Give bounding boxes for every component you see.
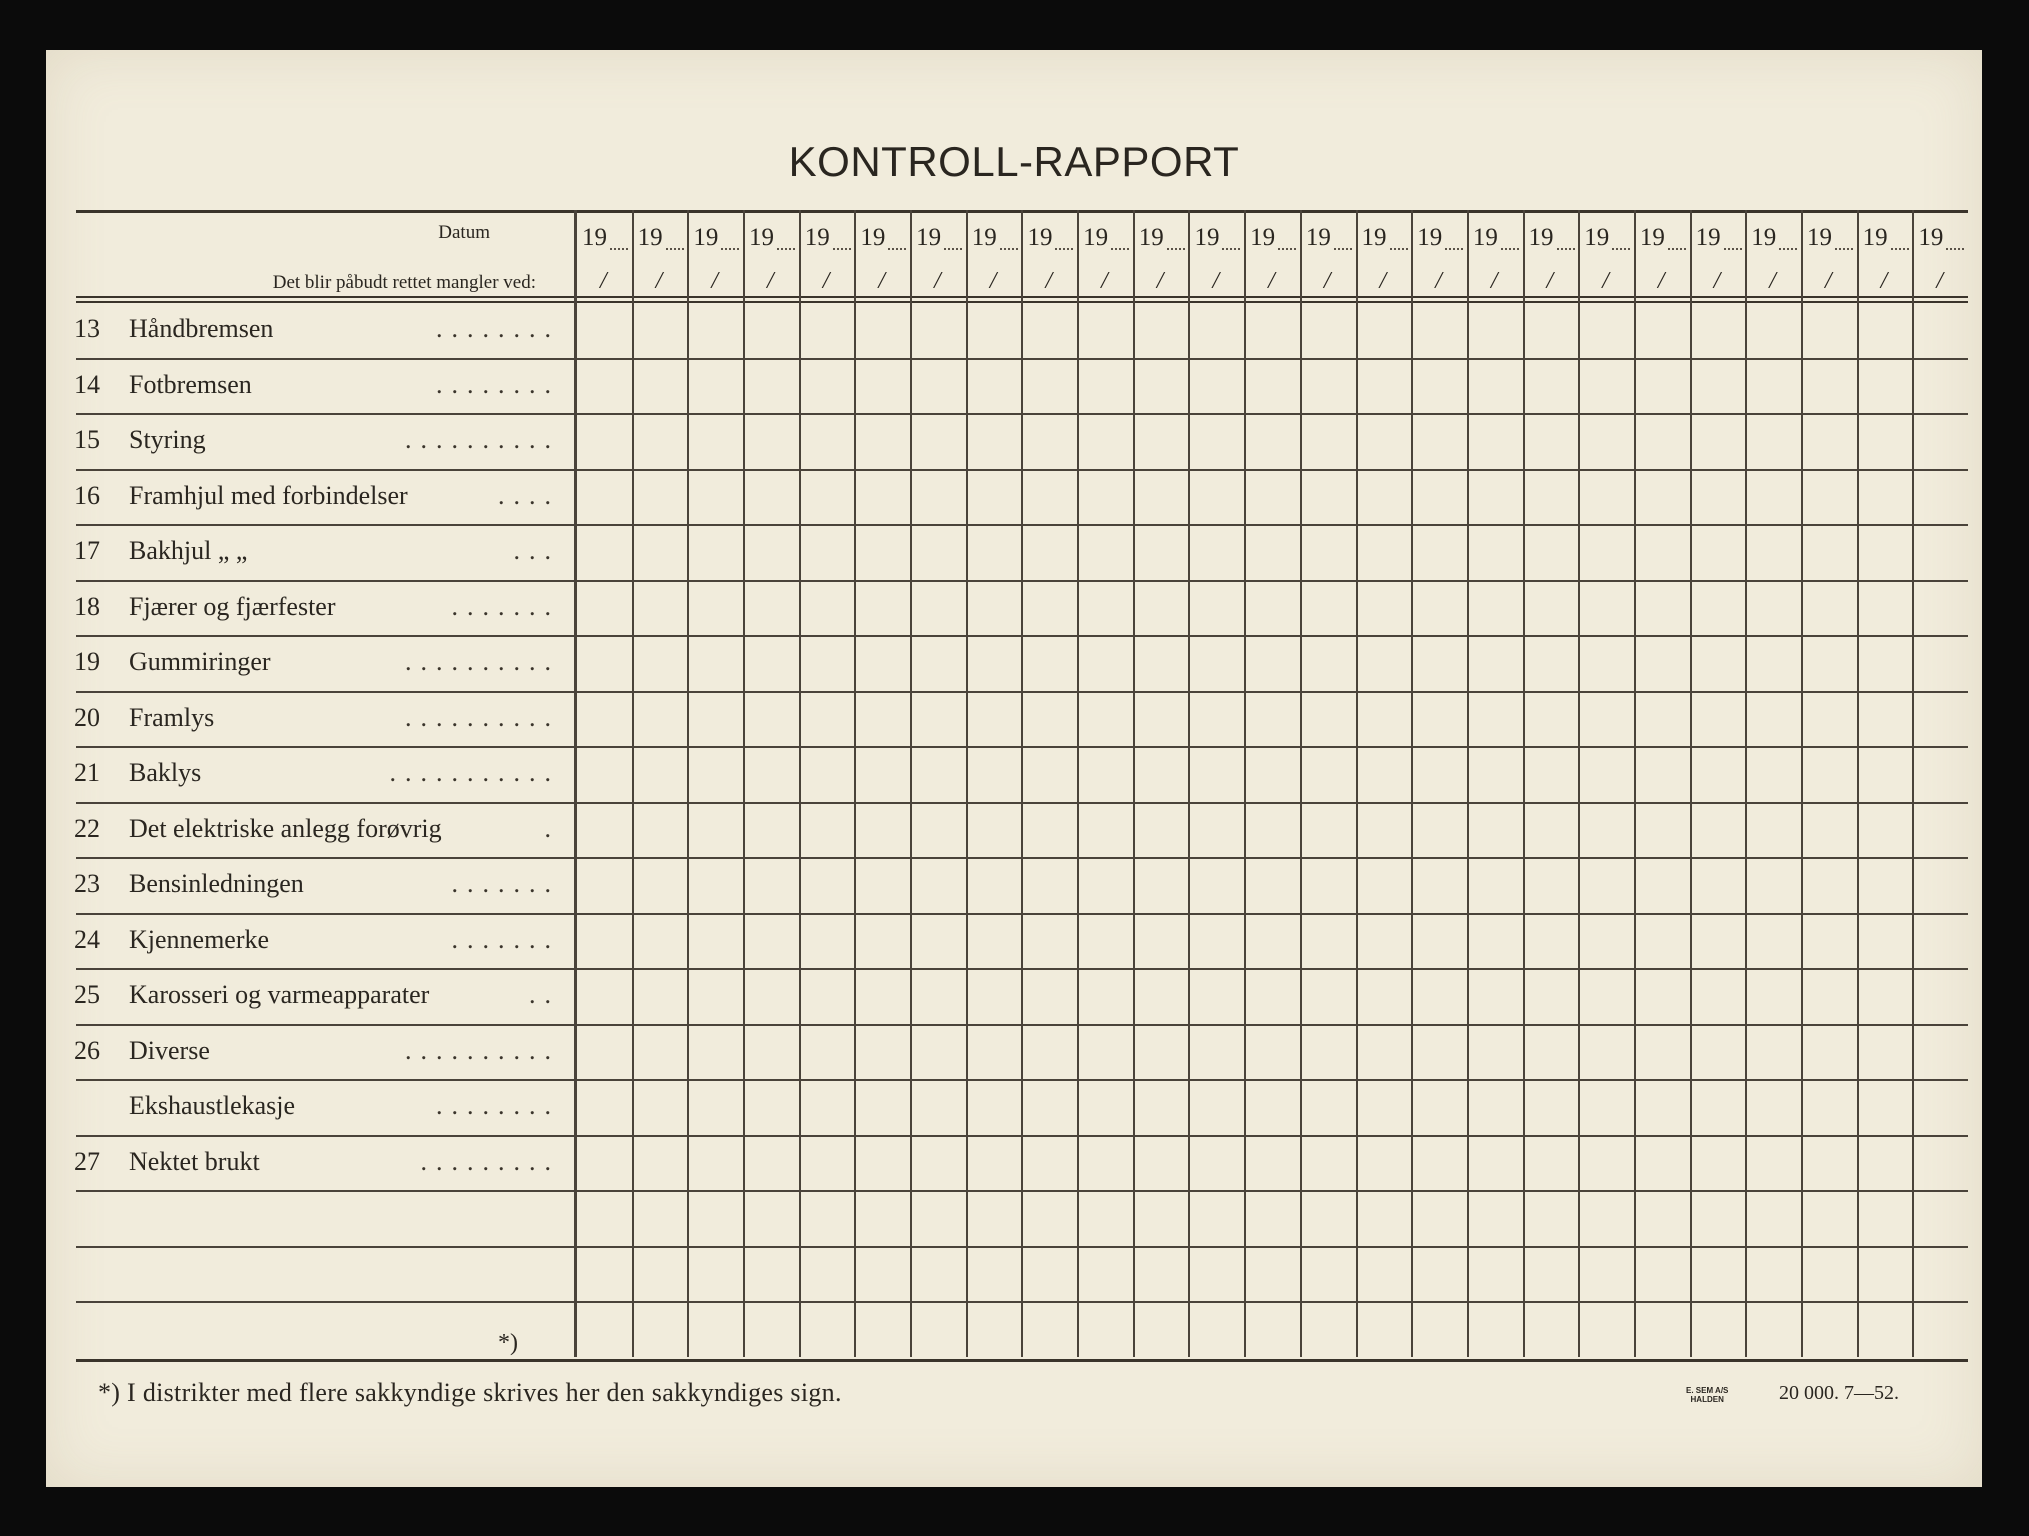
grid-row-line bbox=[76, 1079, 1968, 1081]
year-prefix: 19 bbox=[1584, 224, 1610, 251]
item-number: 19 bbox=[74, 647, 100, 676]
year-prefix: 19 bbox=[1528, 224, 1554, 251]
date-separator: / bbox=[1824, 268, 1832, 294]
grid-row-line bbox=[76, 691, 1968, 693]
item-label: Bensinledningen bbox=[129, 869, 304, 898]
report-card bbox=[46, 50, 1982, 1487]
grid-row-line bbox=[76, 469, 1968, 471]
grid-row-line bbox=[76, 1246, 1968, 1248]
date-separator: / bbox=[1490, 268, 1498, 294]
year-fill-line[interactable] bbox=[1111, 248, 1129, 250]
date-separator: / bbox=[1546, 268, 1554, 294]
grid-row-line bbox=[76, 524, 1968, 526]
grid-column-line bbox=[799, 210, 801, 1357]
grid-row-line bbox=[76, 1301, 1968, 1303]
year-fill-line[interactable] bbox=[833, 248, 851, 250]
year-fill-line[interactable] bbox=[1557, 248, 1575, 250]
year-prefix: 19 bbox=[804, 224, 830, 251]
year-prefix: 19 bbox=[1194, 224, 1220, 251]
grid-row-line bbox=[76, 413, 1968, 415]
date-separator: / bbox=[934, 268, 941, 294]
dot-leader: ........ bbox=[436, 369, 560, 399]
year-fill-line[interactable] bbox=[1668, 248, 1686, 250]
date-separator: / bbox=[1435, 268, 1442, 294]
dot-leader: ....... bbox=[451, 869, 560, 898]
year-fill-line[interactable] bbox=[1390, 248, 1408, 250]
date-separator: / bbox=[878, 268, 886, 294]
year-prefix: 19 bbox=[637, 224, 663, 251]
item-number: 20 bbox=[74, 702, 100, 732]
year-fill-line[interactable] bbox=[1445, 248, 1463, 250]
year-prefix: 19 bbox=[749, 224, 775, 251]
year-fill-line[interactable] bbox=[1055, 248, 1073, 250]
grid-row-line bbox=[76, 358, 1968, 360]
grid-column-line bbox=[1745, 210, 1747, 1357]
item-number: 15 bbox=[74, 425, 100, 454]
item-label: Framhjul med forbindelser bbox=[129, 480, 408, 510]
dot-leader: .......... bbox=[405, 702, 560, 732]
grid-row-line bbox=[76, 802, 1968, 804]
item-number: 27 bbox=[74, 1146, 100, 1176]
grid-column-line bbox=[966, 210, 968, 1357]
grid-column-line bbox=[1077, 210, 1079, 1357]
grid-column-line bbox=[1411, 210, 1413, 1357]
item-label: Bakhjul „ „ bbox=[129, 536, 248, 565]
grid-column-line bbox=[1133, 210, 1135, 1357]
year-fill-line[interactable] bbox=[1946, 248, 1964, 250]
printer-name: E. SEM A/S bbox=[1686, 1386, 1729, 1395]
year-fill-line[interactable] bbox=[1724, 248, 1742, 250]
item-number: 21 bbox=[74, 758, 100, 787]
dot-leader: .......... bbox=[405, 647, 560, 676]
item-label: Det elektriske anlegg forøvrig bbox=[129, 813, 442, 843]
year-fill-line[interactable] bbox=[1334, 248, 1352, 250]
year-prefix: 19 bbox=[1083, 224, 1109, 251]
date-separator: / bbox=[1657, 268, 1665, 294]
date-separator: / bbox=[1769, 268, 1776, 294]
printer-city: HALDEN bbox=[1690, 1395, 1724, 1404]
grid-row-line bbox=[76, 913, 1968, 915]
date-separator: / bbox=[1379, 268, 1387, 294]
date-separator: / bbox=[655, 268, 663, 294]
year-prefix: 19 bbox=[1751, 224, 1777, 251]
year-prefix: 19 bbox=[1472, 224, 1498, 251]
grid-column-line bbox=[1300, 210, 1302, 1357]
print-run: 20 000. 7—52. bbox=[1779, 1382, 1899, 1404]
item-number: 14 bbox=[74, 369, 100, 399]
year-prefix: 19 bbox=[916, 224, 942, 251]
dot-leader: ........ bbox=[436, 1091, 560, 1120]
label-column-divider bbox=[574, 210, 577, 1357]
year-fill-line[interactable] bbox=[610, 248, 628, 250]
item-label: Diverse bbox=[129, 1035, 210, 1065]
item-label: Kjennemerke bbox=[129, 924, 270, 954]
year-prefix: 19 bbox=[582, 224, 607, 251]
item-number: 16 bbox=[74, 480, 100, 510]
item-number: 22 bbox=[74, 813, 100, 843]
year-prefix: 19 bbox=[1305, 224, 1331, 251]
item-number: 18 bbox=[74, 591, 100, 621]
year-prefix: 19 bbox=[971, 224, 997, 251]
year-prefix: 19 bbox=[1250, 224, 1276, 251]
year-prefix: 19 bbox=[1695, 224, 1721, 251]
year-fill-line[interactable] bbox=[1222, 248, 1240, 250]
item-number: 17 bbox=[74, 536, 100, 565]
dot-leader: ....... bbox=[451, 924, 560, 954]
item-label: Framlys bbox=[129, 702, 215, 732]
year-fill-line[interactable] bbox=[1779, 248, 1797, 250]
year-fill-line[interactable] bbox=[944, 248, 962, 250]
page-title: KONTROLL-RAPPORT bbox=[788, 138, 1240, 185]
item-number: 26 bbox=[74, 1035, 100, 1065]
grid-row-line bbox=[76, 635, 1968, 637]
item-number: 13 bbox=[74, 314, 100, 343]
dot-leader: ........... bbox=[389, 758, 560, 787]
year-fill-line[interactable] bbox=[1278, 248, 1296, 250]
date-separator: / bbox=[711, 268, 719, 294]
grid-row-line bbox=[76, 1024, 1968, 1026]
grid-column-line bbox=[1188, 210, 1190, 1357]
item-number: 23 bbox=[74, 869, 100, 898]
item-label: Karosseri og varmeapparater bbox=[129, 980, 430, 1009]
date-separator: / bbox=[600, 268, 607, 294]
grid-row-line bbox=[76, 1135, 1968, 1137]
dot-leader: ........ bbox=[436, 314, 560, 343]
year-fill-line[interactable] bbox=[1612, 248, 1630, 250]
year-fill-line[interactable] bbox=[1835, 248, 1853, 250]
year-prefix: 19 bbox=[1361, 224, 1387, 251]
date-separator: / bbox=[1323, 268, 1331, 294]
year-prefix: 19 bbox=[1806, 224, 1832, 251]
date-separator: / bbox=[1212, 268, 1220, 294]
year-fill-line[interactable] bbox=[666, 248, 684, 250]
item-label: Håndbremsen bbox=[129, 314, 274, 343]
year-prefix: 19 bbox=[1918, 224, 1944, 251]
item-label: Gummiringer bbox=[129, 647, 271, 676]
date-separator: / bbox=[1880, 268, 1888, 294]
dot-leader: ... bbox=[513, 536, 560, 565]
dot-leader: . bbox=[544, 813, 560, 843]
dot-leader: .... bbox=[498, 480, 560, 510]
grid-column-line bbox=[687, 210, 689, 1357]
grid-row-line bbox=[76, 857, 1968, 859]
grid-column-line bbox=[854, 210, 856, 1357]
year-fill-line[interactable] bbox=[1167, 248, 1185, 250]
year-prefix: 19 bbox=[1417, 224, 1443, 251]
item-label: Baklys bbox=[129, 758, 202, 787]
grid-column-line bbox=[1578, 210, 1580, 1357]
signature-marker: *) bbox=[498, 1330, 518, 1356]
year-fill-line[interactable] bbox=[888, 248, 906, 250]
grid-column-line bbox=[1912, 210, 1914, 1357]
datum-label: Datum bbox=[438, 222, 490, 243]
grid-row-line bbox=[76, 968, 1968, 970]
grid-column-line bbox=[1244, 210, 1246, 1357]
date-separator: / bbox=[1045, 268, 1053, 294]
year-prefix: 19 bbox=[860, 224, 886, 251]
grid-column-line bbox=[1634, 210, 1636, 1357]
dot-leader: ......... bbox=[420, 1146, 560, 1176]
grid-column-line bbox=[1523, 210, 1525, 1357]
year-prefix: 19 bbox=[693, 224, 719, 251]
date-separator: / bbox=[822, 268, 830, 294]
year-fill-line[interactable] bbox=[777, 248, 795, 250]
grid-row-line bbox=[76, 580, 1968, 582]
date-separator: / bbox=[1936, 268, 1943, 294]
grid-column-line bbox=[910, 210, 912, 1357]
date-separator: / bbox=[767, 268, 774, 294]
year-prefix: 19 bbox=[1138, 224, 1164, 251]
year-prefix: 19 bbox=[1862, 224, 1888, 251]
item-label: Fotbremsen bbox=[129, 369, 252, 399]
grid-column-line bbox=[1467, 210, 1469, 1357]
item-label: Nektet brukt bbox=[129, 1146, 260, 1176]
dot-leader: .......... bbox=[405, 425, 560, 454]
year-fill-line[interactable] bbox=[721, 248, 739, 250]
year-prefix: 19 bbox=[1639, 224, 1665, 251]
item-label: Fjærer og fjærfester bbox=[129, 591, 336, 621]
grid-row-line bbox=[76, 1190, 1968, 1192]
year-fill-line[interactable] bbox=[1000, 248, 1018, 250]
grid-column-line bbox=[632, 210, 634, 1357]
item-number: 24 bbox=[74, 924, 100, 954]
grid-column-line bbox=[1356, 210, 1358, 1357]
footnote: *) I distrikter med flere sakkyndige skrives her den sakkyndiges sign. bbox=[98, 1378, 842, 1407]
date-separator: / bbox=[1101, 268, 1108, 294]
dot-leader: .......... bbox=[405, 1035, 560, 1065]
printer-mark bbox=[1686, 1386, 1728, 1404]
grid-column-line bbox=[1021, 210, 1023, 1357]
item-label: Ekshaustlekasje bbox=[129, 1091, 296, 1120]
date-separator: / bbox=[1156, 268, 1164, 294]
item-number: 25 bbox=[74, 980, 100, 1009]
date-separator: / bbox=[1268, 268, 1275, 294]
grid-column-line bbox=[1857, 210, 1859, 1357]
grid-row-line bbox=[76, 746, 1968, 748]
item-label: Styring bbox=[129, 425, 206, 454]
bottom-rule bbox=[76, 1359, 1968, 1362]
date-separator: / bbox=[1602, 268, 1609, 294]
grid-column-line bbox=[1801, 210, 1803, 1357]
date-separator: / bbox=[1713, 268, 1721, 294]
date-separator: / bbox=[989, 268, 997, 294]
dot-leader: ....... bbox=[451, 591, 560, 621]
grid-column-line bbox=[1690, 210, 1692, 1357]
header-subtitle: Det blir påbudt rettet mangler ved: bbox=[272, 272, 536, 293]
year-fill-line[interactable] bbox=[1501, 248, 1519, 250]
year-fill-line[interactable] bbox=[1891, 248, 1909, 250]
dot-leader: .. bbox=[529, 980, 560, 1009]
year-prefix: 19 bbox=[1027, 224, 1053, 251]
grid-column-line bbox=[743, 210, 745, 1357]
